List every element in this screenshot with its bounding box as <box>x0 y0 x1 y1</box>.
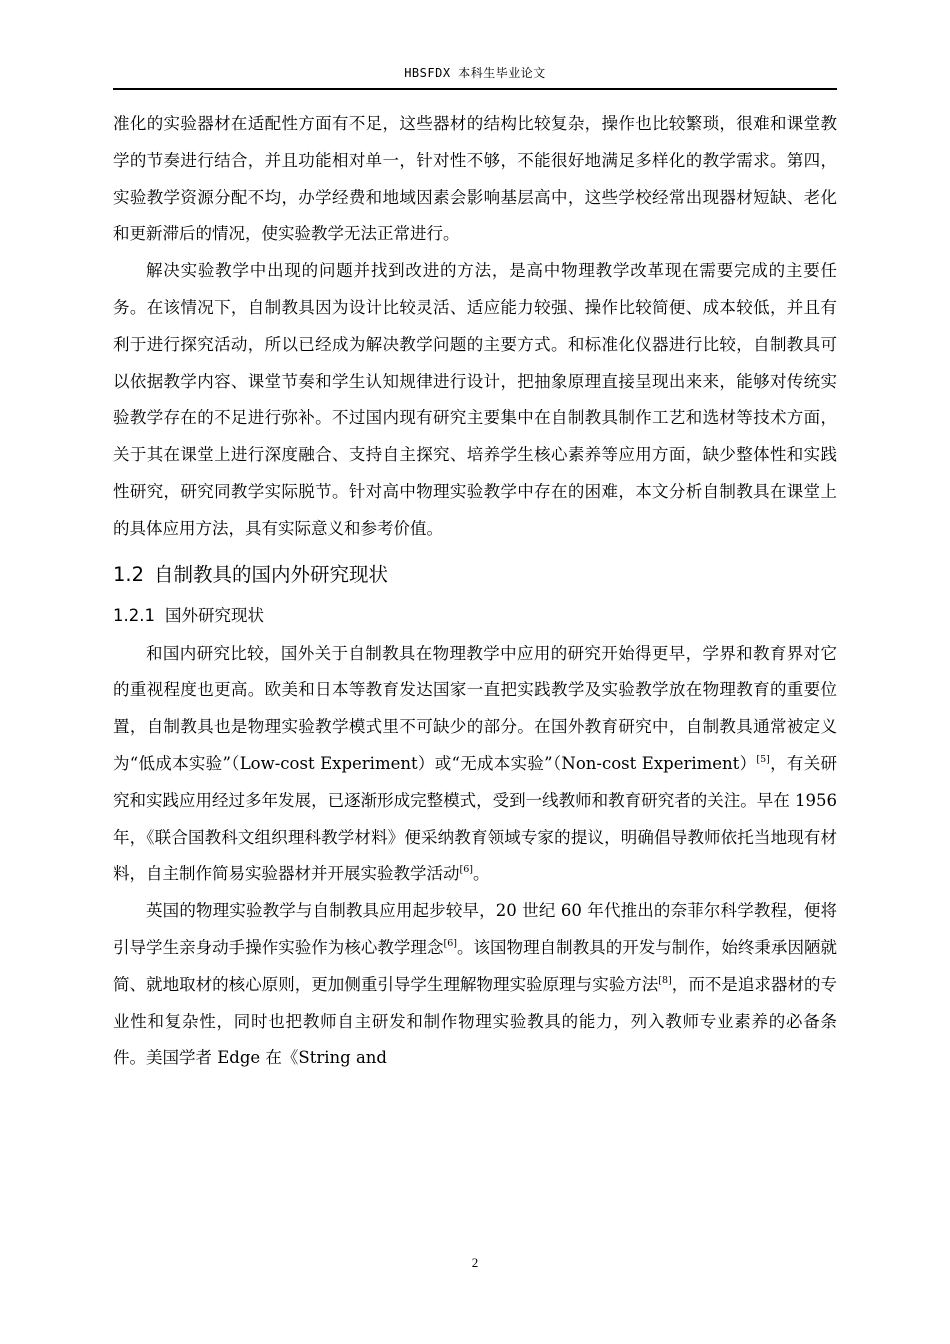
paragraph-text: 英国的物理实验教学与自制教具应用起步较早，20 世纪 60 年代推出的奈菲尔科学教程，便将引导学生亲身动手操作实验作为核心教学理念 <box>113 901 837 957</box>
page-number: 2 <box>471 1255 479 1270</box>
section-number: 1.2 <box>113 562 145 586</box>
subsection-title: 国外研究现状 <box>164 605 264 625</box>
citation-ref: [6] <box>443 937 457 949</box>
paragraph <box>113 636 837 894</box>
section-heading <box>113 554 837 596</box>
citation-ref: [6] <box>459 864 473 876</box>
paragraph-text: 和国内研究比较，国外关于自制教具在物理教学中应用的研究开始得更早，学界和教育界对它的重视程度也更高。欧美和日本等教育发达国家一直把实践教学及实验教学放在物理教育的重要位置，自制教具也是物理实验教学模式里不可缺少的部分。在国外教育研究中，自制教具通常被定义为“低成本实验”（Low-cost Experiment）或“无成本实验”（Non-cost Experiment） <box>113 643 837 773</box>
paragraph-text: ，而不是追求器材的专业性和复杂性，同时也把教师自主研发和制作物理实验教具的能力，列入教师专业素养的必备条件。美国学者 Edge 在《String and <box>113 974 838 1068</box>
subsection-heading <box>113 596 837 636</box>
citation-ref: [5] <box>756 753 770 765</box>
header-rule <box>113 88 837 90</box>
paragraph-text: 。 <box>472 864 490 884</box>
paragraph-text: 。该国物理自制教具的开发与制作，始终秉承因陋就简、就地取材的核心原则，更加侧重引导学生理解物理实验原理与实验方法 <box>113 937 838 994</box>
paragraph-text: ，有关研究和实践应用经过多年发展，已逐渐形成完整模式，受到一线教师和教育研究者的关注。早在 1956 年，《联合国教科文组织理科教学材料》便采纳教育领域专家的提议，明确倡导教师依托当地现有材料，自主制作简易实验器材并开展实验教学活动 <box>113 753 837 884</box>
paragraph: 解决实验教学中出现的问题并找到改进的方法，是高中物理教学改革现在需要完成的主要任务。在该情况下，自制教具因为设计比较灵活、适应能力较强、操作比较简便、成本较低，并且有利于进行探究活动，所以已经成为解决教学问题的主要方式。和标准化仪器进行比较，自制教具可以依据教学内容、课堂节奏和学生认知规律进行设计，把抽象原理直接呈现出来来，能够对传统实验教学存在的不足进行弥补。不过国内现有研究主要集中在自制教具制作工艺和选材等技术方面，关于其在课堂上进行深度融合、支持自主探究、培养学生核心素养等应用方面，缺少整体性和实践性研究，研究同教学实际脱节。针对高中物理实验教学中存在的困难，本文分析自制教具在课堂上的具体应用方法，具有实际意义和参考价值。 <box>113 261 837 538</box>
section-title: 自制教具的国内外研究现状 <box>154 562 389 586</box>
page-body <box>113 106 837 1077</box>
subsection-number: 1.2.1 <box>113 605 155 625</box>
running-header: HBSFDX 本科生毕业论文 <box>404 66 546 80</box>
paragraph <box>113 893 837 1077</box>
paragraph-continued: 准化的实验器材在适配性方面有不足，这些器材的结构比较复杂，操作也比较繁琐，很难和课堂教学的节奏进行结合，并且功能相对单一，针对性不够，不能很好地满足多样化的教学需求。第四，实验教学资源分配不均，办学经费和地域因素会影响基层高中，这些学校经常出现器材短缺、老化和更新滞后的情况，使实验教学无法正常进行。 <box>113 114 837 244</box>
citation-ref: [8] <box>658 974 672 986</box>
